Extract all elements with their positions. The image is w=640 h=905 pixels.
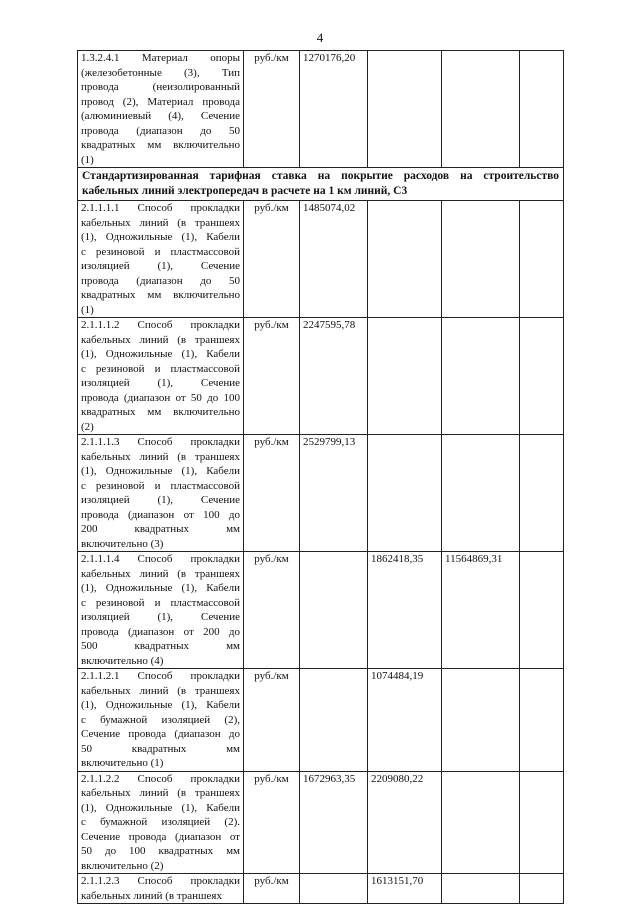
description-line: 2.1.1.1.1 Способ прокладки (81, 202, 240, 214)
description-line: кабельных линий (в траншеях (81, 333, 240, 346)
description-line: изоляцией (1), Сечение (81, 260, 240, 272)
description-line: (1) (81, 153, 94, 166)
value-cell (368, 201, 442, 318)
row-description (78, 874, 244, 904)
value-cell (520, 318, 564, 435)
description-line: включительно (4) (81, 654, 164, 667)
description-line: 2.1.1.2.2 Способ прокладки (81, 772, 240, 785)
value-cell (442, 201, 520, 318)
value-cell (368, 318, 442, 435)
description-line: 2.1.1.1.2 Способ прокладки (81, 319, 240, 331)
row-description (78, 318, 244, 435)
description-line: включительно (2) (81, 859, 164, 872)
description-line: провода (диапазон до 50 (81, 124, 240, 137)
description-line: кабельных линий (в траншеях (81, 889, 222, 902)
description-line: 50 квадратных мм (81, 742, 240, 755)
value-cell (520, 51, 564, 168)
description-line: (1), Одножильные (1), Кабели (81, 465, 240, 477)
description-line: кабельных линий (в траншеях (81, 684, 240, 697)
description-line: с бумажной изоляцией (2), (81, 713, 240, 726)
section-heading-row (78, 168, 564, 201)
table-row (78, 771, 564, 874)
unit-cell: руб./км (244, 201, 300, 318)
value-cell (300, 669, 368, 772)
description-line: (1), Одножильные (1), Кабели (81, 231, 240, 243)
section-heading: Стандартизированная тарифная ставка на покрытие расходов на строительство кабельных линий электропередач в расчете на 1 км линий, С3 (78, 168, 564, 201)
description-line: 1.3.2.4.1 Материал опоры (81, 52, 240, 64)
description-line: кабельных линий (в траншеях (81, 567, 240, 580)
description-line: с резиновой и пластмассовой (81, 479, 240, 492)
value-cell (368, 435, 442, 552)
tariff-rates-table (77, 50, 564, 904)
description-line: 2.1.1.2.3 Способ прокладки (81, 875, 240, 887)
table-row (78, 669, 564, 772)
description-line: (железобетонные (3), Тип (81, 66, 240, 79)
description-line: квадратных мм включительно (81, 289, 240, 301)
description-line: с бумажной изоляцией (2). (81, 816, 240, 828)
value-cell (442, 435, 520, 552)
value-cell: 2247595,78 (300, 318, 368, 435)
value-cell: 2209080,22 (368, 771, 442, 874)
description-line: (1) (81, 303, 94, 316)
description-line: изоляцией (1), Сечение (81, 494, 240, 506)
description-line: квадратных мм включительно (81, 406, 240, 418)
description-line: Сечение провода (диапазон до (81, 728, 240, 740)
description-line: Сечение провода (диапазон от (81, 830, 240, 843)
unit-cell: руб./км (244, 51, 300, 168)
row-description (78, 435, 244, 552)
value-cell (520, 874, 564, 904)
description-line: изоляцией (1), Сечение (81, 611, 240, 623)
description-line: 2.1.1.1.3 Способ прокладки (81, 436, 240, 448)
description-line: (2) (81, 420, 94, 433)
value-cell (520, 552, 564, 669)
unit-cell: руб./км (244, 552, 300, 669)
value-cell (368, 51, 442, 168)
description-line: 50 до 100 квадратных мм (81, 845, 240, 857)
description-line: провода (диапазон от 100 до (81, 508, 240, 521)
value-cell (520, 669, 564, 772)
description-line: 200 квадратных мм (81, 523, 240, 535)
value-cell (442, 874, 520, 904)
table-row (78, 51, 564, 168)
description-line: с резиновой и пластмассовой (81, 362, 240, 375)
value-cell: 1270176,20 (300, 51, 368, 168)
value-cell: 1672963,35 (300, 771, 368, 874)
description-line: 500 квадратных мм (81, 640, 240, 652)
description-line: квадратных мм включительно (81, 139, 240, 151)
row-description (78, 201, 244, 318)
description-line: 2.1.1.1.4 Способ прокладки (81, 553, 240, 565)
value-cell: 11564869,31 (442, 552, 520, 669)
description-line: провода (диапазон от 50 до 100 (81, 391, 240, 404)
unit-cell: руб./км (244, 669, 300, 772)
table-row (78, 435, 564, 552)
row-description (78, 552, 244, 669)
description-line: с резиновой и пластмассовой (81, 245, 240, 258)
unit-cell: руб./км (244, 318, 300, 435)
row-description (78, 669, 244, 772)
description-line: (1), Одножильные (1), Кабели (81, 801, 240, 814)
table-row (78, 874, 564, 904)
value-cell: 1485074,02 (300, 201, 368, 318)
description-line: провод (2), Материал провода (81, 95, 240, 108)
description-line: (1), Одножильные (1), Кабели (81, 699, 240, 711)
table-row (78, 552, 564, 669)
unit-cell: руб./км (244, 874, 300, 904)
value-cell (442, 669, 520, 772)
description-line: провода (неизолированный (81, 81, 240, 93)
value-cell: 2529799,13 (300, 435, 368, 552)
value-cell (520, 435, 564, 552)
table-row (78, 318, 564, 435)
description-line: провода (диапазон от 200 до (81, 625, 240, 638)
value-cell (442, 771, 520, 874)
value-cell (520, 201, 564, 318)
description-line: (1), Одножильные (1), Кабели (81, 582, 240, 594)
description-line: 2.1.1.2.1 Способ прокладки (81, 670, 240, 682)
description-line: кабельных линий (в траншеях (81, 216, 240, 229)
description-line: (алюминиевый (4), Сечение (81, 110, 240, 122)
value-cell: 1613151,70 (368, 874, 442, 904)
value-cell: 1862418,35 (368, 552, 442, 669)
description-line: включительно (3) (81, 537, 164, 550)
unit-cell: руб./км (244, 435, 300, 552)
value-cell (300, 874, 368, 904)
row-description (78, 771, 244, 874)
value-cell (442, 318, 520, 435)
value-cell (300, 552, 368, 669)
description-line: (1), Одножильные (1), Кабели (81, 348, 240, 360)
description-line: изоляцией (1), Сечение (81, 377, 240, 389)
description-line: включительно (1) (81, 757, 164, 769)
description-line: с резиновой и пластмассовой (81, 596, 240, 609)
description-line: провода (диапазон до 50 (81, 274, 240, 287)
value-cell (520, 771, 564, 874)
value-cell (442, 51, 520, 168)
description-line: кабельных линий (в траншеях (81, 787, 240, 799)
table-row (78, 201, 564, 318)
row-description (78, 51, 244, 168)
value-cell: 1074484,19 (368, 669, 442, 772)
unit-cell: руб./км (244, 771, 300, 874)
page-number: 4 (316, 30, 324, 45)
description-line: кабельных линий (в траншеях (81, 450, 240, 463)
